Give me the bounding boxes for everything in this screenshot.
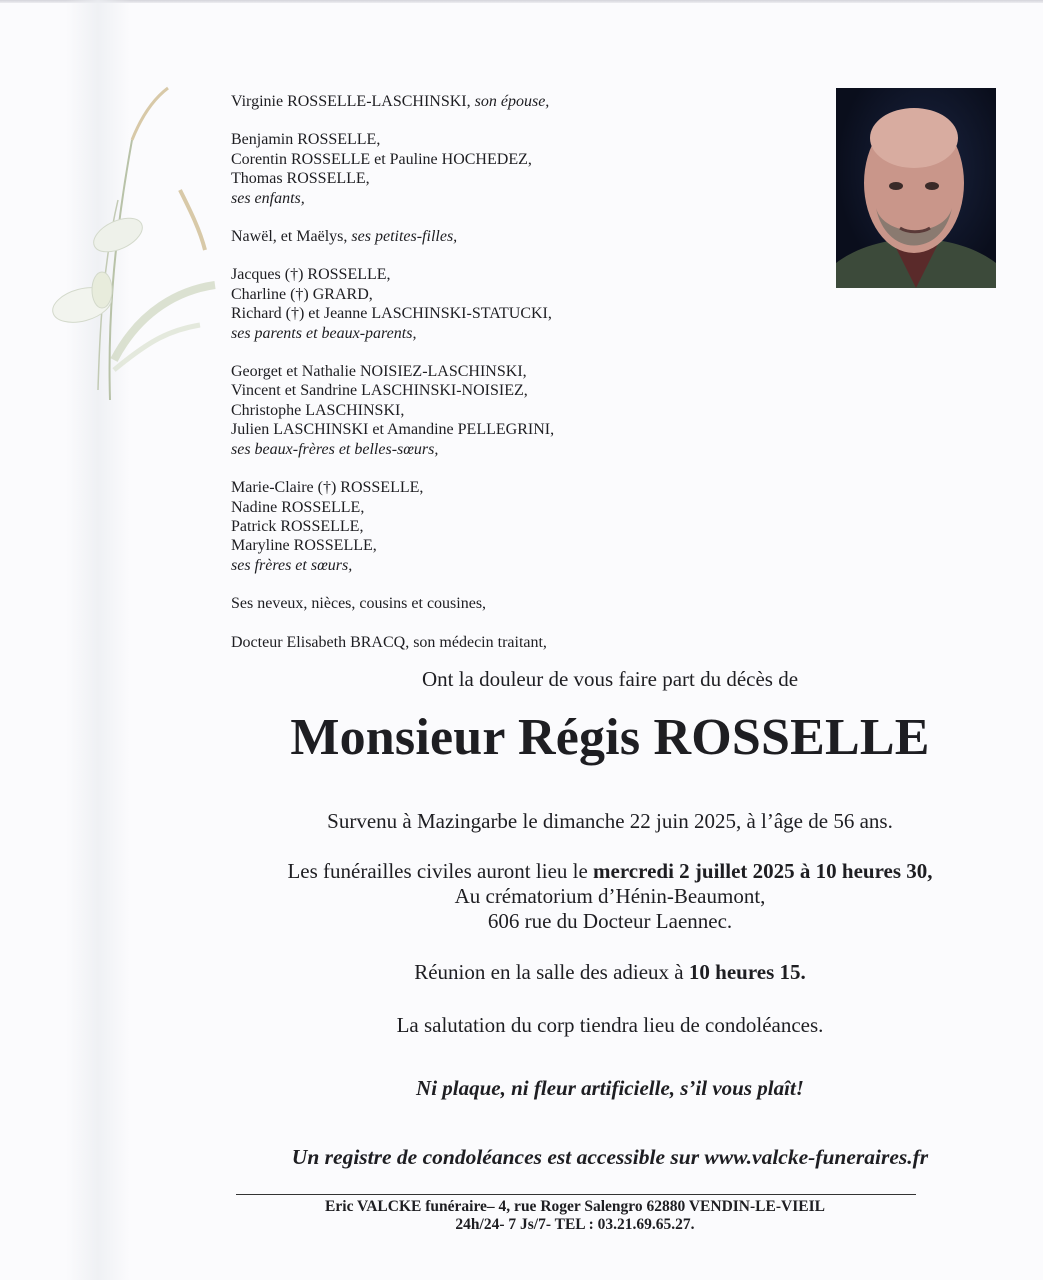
family-name: Patrick ROSSELLE,: [231, 517, 364, 535]
family-group-spouse: [231, 92, 831, 111]
reunion-details: [0, 960, 1043, 985]
footer-divider: [236, 1194, 916, 1195]
lily-illustration: [40, 80, 220, 410]
family-group-in-laws: [231, 362, 831, 459]
portrait-photo: [836, 88, 996, 288]
family-list: [231, 92, 831, 671]
family-name: Christophe LASCHINSKI,: [231, 401, 405, 419]
family-name: Maryline ROSSELLE,: [231, 537, 377, 555]
family-group-doctor: [231, 633, 831, 652]
family-name: Virginie ROSSELLE-LASCHINSKI,: [231, 93, 471, 110]
family-name: Richard (†) et Jeanne LASCHINSKI-STATUCKI,: [231, 305, 552, 323]
funeral-address: 606 rue du Docteur Laennec.: [487, 909, 733, 933]
salutation-note: La salutation du corp tiendra lieu de condoléances.: [396, 1013, 824, 1037]
family-name: Georget et Nathalie NOISIEZ-LASCHINSKI,: [231, 363, 527, 381]
family-name: Ses neveux, nièces, cousins et cousines,: [231, 595, 487, 613]
family-group-parents: [231, 265, 831, 343]
family-group-granddaughters: [231, 227, 831, 246]
family-group-relatives: [231, 594, 831, 613]
family-name: Corentin ROSSELLE et Pauline HOCHEDEZ,: [231, 150, 532, 168]
no-flowers-note: Ni plaque, ni fleur artificielle, s’il vous plaît!: [416, 1076, 804, 1100]
family-name: Nawël, et Maëlys,: [231, 228, 348, 246]
family-name: Thomas ROSSELLE,: [231, 170, 370, 188]
funeral-date: mercredi 2 juillet 2025 à 10 heures 30,: [593, 859, 933, 883]
family-name: Marie-Claire (†) ROSSELLE,: [231, 479, 424, 497]
footer-contact: 24h/24- 7 Js/7- TEL : 03.21.69.65.27.: [455, 1216, 695, 1233]
reunion-time: 10 heures 15.: [688, 960, 806, 984]
family-role: ses frères et sœurs,: [231, 556, 353, 574]
family-name: Docteur Elisabeth BRACQ, son médecin traitant,: [231, 633, 547, 651]
death-details: Survenu à Mazingarbe le dimanche 22 juin 2025, à l’âge de 56 ans.: [327, 809, 893, 833]
family-name: Charline (†) GRARD,: [231, 285, 373, 303]
family-role: ses petites-filles,: [351, 228, 458, 246]
funeral-place: Au crématorium d’Hénin-Beaumont,: [454, 884, 766, 908]
top-rule: [0, 0, 1043, 3]
funeral-details: [0, 859, 1043, 934]
deceased-name: Monsieur Régis ROSSELLE: [290, 709, 930, 766]
family-group-siblings: [231, 478, 831, 575]
family-role: ses parents et beaux-parents,: [231, 324, 417, 342]
family-role: son épouse,: [474, 93, 550, 110]
family-group-children: [231, 130, 831, 208]
family-name: Julien LASCHINSKI et Amandine PELLEGRINI,: [231, 421, 555, 439]
announcement-intro: Ont la douleur de vous faire part du décès de: [421, 667, 799, 691]
footer-address: Eric VALCKE funéraire– 4, rue Roger Salengro 62880 VENDIN-LE-VIEIL: [325, 1198, 825, 1215]
family-role: ses enfants,: [231, 189, 305, 207]
family-role: ses beaux-frères et belles-sœurs,: [231, 440, 439, 458]
family-name: Benjamin ROSSELLE,: [231, 131, 381, 149]
family-name: Jacques (†) ROSSELLE,: [231, 266, 391, 284]
register-note: Un registre de condoléances est accessible sur www.valcke-funeraires.fr: [291, 1145, 929, 1169]
funeral-prefix: Les funérailles civiles auront lieu le: [287, 859, 594, 883]
reunion-prefix: Réunion en la salle des adieux à: [414, 960, 689, 984]
family-name: Vincent et Sandrine LASCHINSKI-NOISIEZ,: [231, 382, 528, 400]
family-name: Nadine ROSSELLE,: [231, 498, 365, 516]
